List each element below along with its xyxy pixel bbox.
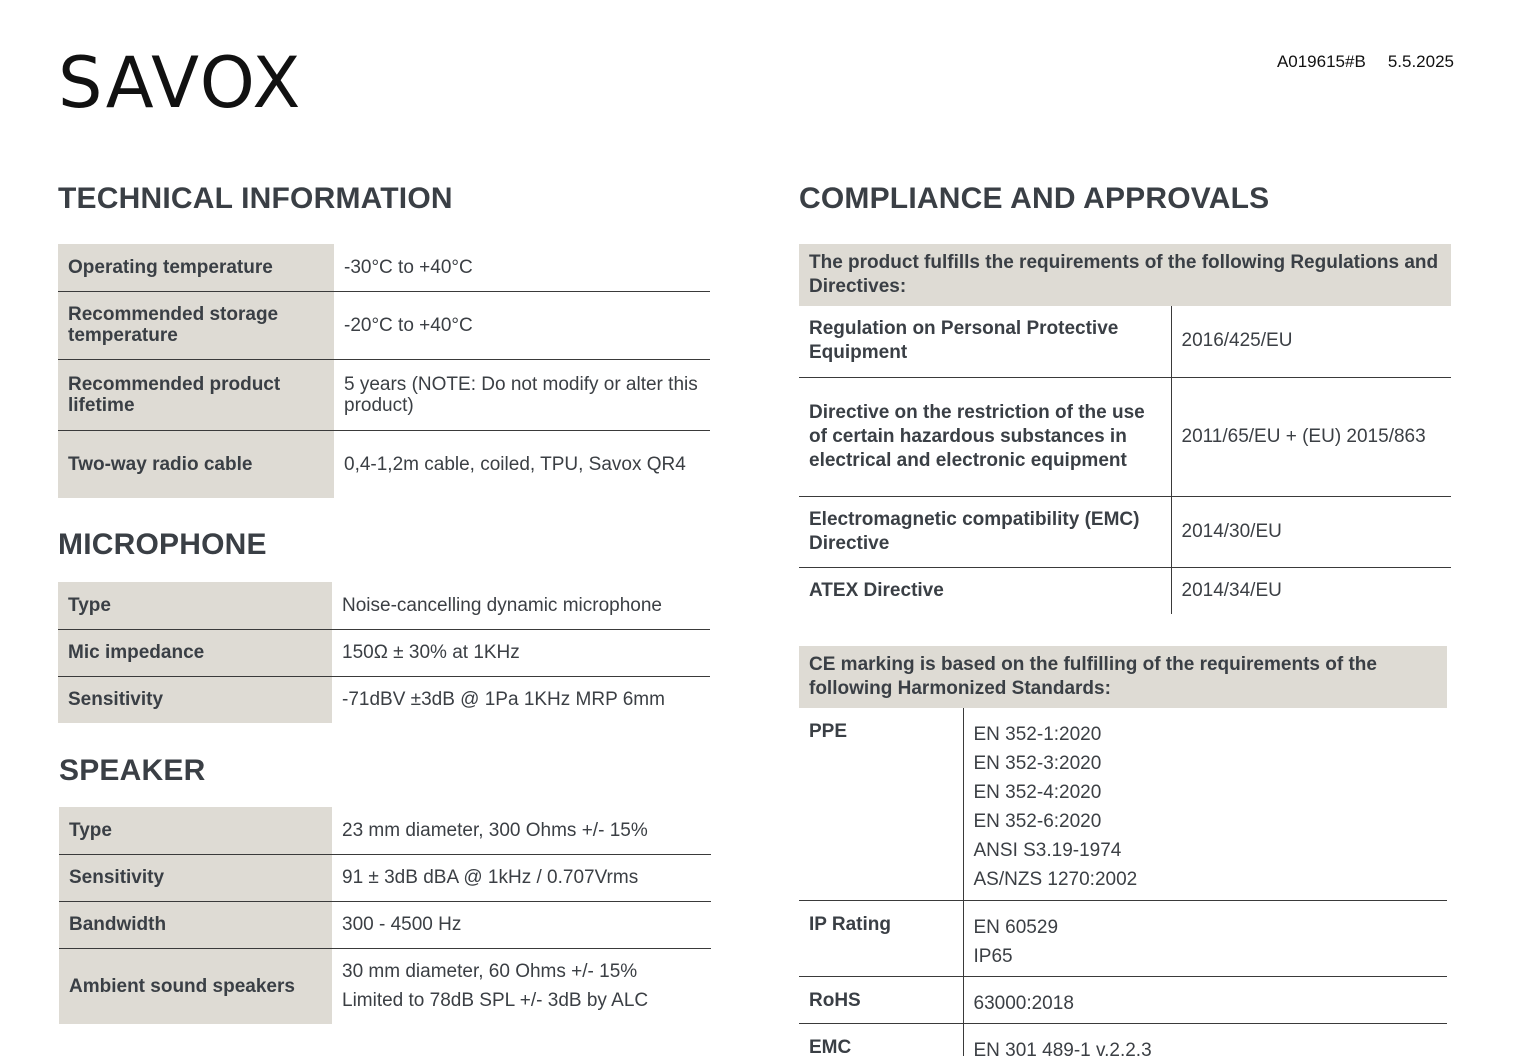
document-meta (1277, 52, 1454, 72)
table-row (799, 567, 1451, 614)
standard-item: ANSI S3.19-1974 (973, 840, 1122, 861)
savox-logo: SAVOX (58, 42, 303, 124)
standard-item: EN 301 489-1 v.2.2.3 (973, 1039, 1152, 1056)
document-date: 5.5.2025 (1387, 52, 1454, 71)
document-id: A019615#B (1276, 52, 1366, 71)
regulation-code: 2011/65/EU + (EU) 2015/863 (1171, 377, 1451, 496)
regulations-table (799, 244, 1451, 614)
standard-list (963, 1023, 1447, 1056)
spec-key: Type (58, 582, 332, 629)
table-row (799, 976, 1447, 1023)
technical-information-title: TECHNICAL INFORMATION (58, 182, 453, 215)
regulation-code: 2014/30/EU (1171, 496, 1451, 567)
standard-item: AS/NZS 1270:2002 (973, 869, 1138, 890)
table-row (59, 854, 711, 901)
spec-value-line: Limited to 78dB SPL +/- 3dB by ALC (342, 990, 649, 1012)
table-row (58, 582, 710, 629)
technical-information-table (58, 244, 710, 498)
spec-value: -20°C to +40°C (334, 291, 710, 359)
spec-value: -71dBV ±3dB @ 1Pa 1KHz MRP 6mm (332, 676, 710, 723)
spec-value: 150Ω ± 30% at 1KHz (332, 629, 710, 676)
spec-value (332, 948, 711, 1024)
regulations-header-row (799, 244, 1451, 306)
table-row (58, 629, 710, 676)
standards-header: CE marking is based on the fulfilling of the requirements of the following Harmonized Standards: (799, 646, 1447, 708)
standard-category: EMC (799, 1023, 963, 1056)
standard-list (963, 900, 1447, 976)
standards-header-row (799, 646, 1447, 708)
table-row (799, 900, 1447, 976)
standard-category: PPE (799, 708, 963, 900)
table-row (59, 901, 711, 948)
spec-key: Recommended storage temperature (58, 291, 334, 359)
spec-value-line: 30 mm diameter, 60 Ohms +/- 15% (342, 961, 638, 983)
spec-value: 23 mm diameter, 300 Ohms +/- 15% (342, 819, 648, 841)
standard-list (963, 708, 1447, 900)
spec-key: Sensitivity (58, 676, 332, 723)
spec-key: Ambient sound speakers (59, 948, 332, 1024)
regulation-name: Electromagnetic compatibility (EMC) Directive (799, 496, 1171, 567)
table-row (58, 359, 710, 430)
table-row (799, 708, 1447, 900)
standard-category: RoHS (799, 976, 963, 1023)
spec-value: 91 ± 3dB dBA @ 1kHz / 0.707Vrms (332, 854, 711, 901)
standard-item: EN 352-3:2020 (973, 753, 1102, 774)
regulation-name: ATEX Directive (799, 567, 1171, 614)
standard-list (963, 976, 1447, 1023)
spec-key: Type (59, 807, 332, 854)
speaker-title: SPEAKER (59, 754, 206, 787)
spec-value: Noise-cancelling dynamic microphone (342, 594, 662, 616)
table-row (58, 244, 710, 291)
standard-item: EN 352-1:2020 (973, 724, 1102, 745)
spec-value: 5 years (NOTE: Do not modify or alter this product) (334, 359, 710, 430)
microphone-table (58, 582, 710, 723)
spec-key: Operating temperature (58, 244, 334, 291)
table-row (799, 306, 1451, 377)
spec-value: 0,4-1,2m cable, coiled, TPU, Savox QR4 (334, 430, 710, 498)
standard-category: IP Rating (799, 900, 963, 976)
table-row (59, 948, 711, 1024)
table-row (59, 807, 711, 854)
standard-item: 63000:2018 (973, 992, 1074, 1014)
standard-item: IP65 (973, 945, 1013, 967)
table-row (799, 496, 1451, 567)
table-row (58, 291, 710, 359)
regulation-code: 2016/425/EU (1181, 330, 1293, 352)
standard-item: EN 352-4:2020 (973, 782, 1102, 803)
spec-key: Bandwidth (59, 901, 332, 948)
standard-item: EN 352-6:2020 (973, 811, 1102, 832)
spec-key: Mic impedance (58, 629, 332, 676)
table-row (58, 430, 710, 498)
regulations-header: The product fulfills the requirements of the following Regulations and Directives: (799, 244, 1451, 306)
spec-value: 300 - 4500 Hz (332, 901, 711, 948)
table-row (58, 676, 710, 723)
standard-item: EN 60529 (973, 916, 1059, 938)
spec-key: Sensitivity (59, 854, 332, 901)
microphone-title: MICROPHONE (58, 528, 267, 561)
compliance-title: COMPLIANCE AND APPROVALS (799, 182, 1270, 215)
standards-table (799, 646, 1447, 1056)
spec-key: Two-way radio cable (58, 430, 334, 498)
table-row (799, 377, 1451, 496)
table-row (799, 1023, 1447, 1056)
regulation-name: Directive on the restriction of the use of certain hazardous substances in electrical and electronic equipment (799, 377, 1171, 496)
spec-value: -30°C to +40°C (344, 256, 473, 278)
spec-key: Recommended product lifetime (58, 359, 334, 430)
regulation-code: 2014/34/EU (1171, 567, 1451, 614)
speaker-table (59, 807, 711, 1024)
regulation-name: Regulation on Personal Protective Equipment (799, 306, 1171, 377)
